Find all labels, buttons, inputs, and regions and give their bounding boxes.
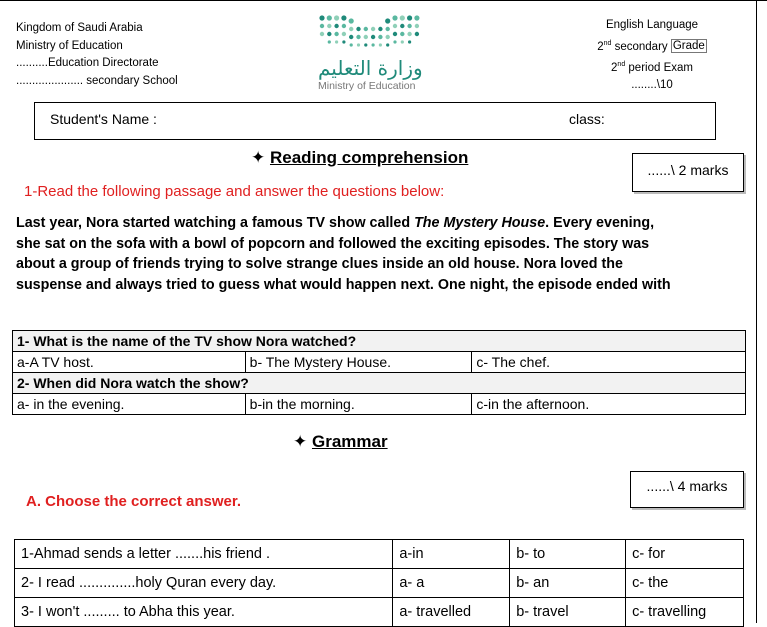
subject-line: English Language bbox=[605, 19, 699, 31]
reading-section-title: ✦ Reading comprehension bbox=[251, 148, 469, 167]
grammar-question-3: 3- I won't ......... to Abha this year. bbox=[15, 598, 393, 627]
grammar-table bbox=[14, 539, 744, 627]
student-name-label: Student's Name : bbox=[50, 111, 157, 127]
grammar-instruction: A. Choose the correct answer. bbox=[26, 493, 242, 510]
option-2c[interactable]: c-in the afternoon. bbox=[472, 394, 746, 415]
option-1a[interactable]: a-A TV host. bbox=[13, 352, 246, 373]
school-line: ..................... secondary School bbox=[16, 74, 178, 87]
passage-line: suspense and always tried to guess what would happen next. One night, the episode ended with bbox=[16, 276, 671, 293]
grammar-row bbox=[15, 598, 744, 627]
student-info-box[interactable] bbox=[34, 102, 716, 140]
ministry-line: Ministry of Education bbox=[16, 39, 123, 52]
question-row bbox=[13, 331, 746, 352]
reading-questions-table bbox=[12, 330, 746, 415]
passage-line: about a group of friends trying to solve strange clues inside an old house. Nora loved the bbox=[16, 256, 623, 272]
options-row bbox=[13, 394, 746, 415]
question-2: 2- When did Nora watch the show? bbox=[13, 373, 746, 394]
grammar-option-3b[interactable]: b- travel bbox=[510, 598, 626, 627]
header-left bbox=[16, 20, 178, 90]
page-right-border bbox=[756, 0, 757, 623]
option-1c[interactable]: c- The chef. bbox=[472, 352, 746, 373]
kingdom-line: Kingdom of Saudi Arabia bbox=[16, 22, 143, 34]
logo-english-text: Ministry of Education bbox=[318, 80, 416, 92]
grammar-row bbox=[15, 540, 744, 569]
grade-line: 2nd secondary Grade bbox=[597, 39, 705, 53]
passage-line: Last year, Nora started watching a famous TV show called The Mystery House. Every evening, bbox=[16, 215, 655, 231]
passage-line: she sat on the sofa with a bowl of popcorn and followed the exciting episodes. The story was bbox=[16, 235, 650, 252]
grammar-option-2b[interactable]: b- an bbox=[510, 569, 626, 598]
header-right bbox=[582, 17, 722, 95]
option-1b[interactable]: b- The Mystery House. bbox=[245, 352, 472, 373]
reading-marks-box: ......\ 2 marks bbox=[632, 153, 744, 192]
reading-passage bbox=[16, 213, 756, 295]
grammar-option-3c[interactable]: c- travelling bbox=[626, 598, 744, 627]
page-top-border bbox=[0, 0, 767, 1]
grammar-marks-box: ......\ 4 marks bbox=[630, 471, 744, 508]
grammar-option-1a[interactable]: a-in bbox=[393, 540, 510, 569]
grammar-option-3a[interactable]: a- travelled bbox=[393, 598, 510, 627]
grammar-option-1c[interactable]: c- for bbox=[626, 540, 744, 569]
grammar-question-1: 1-Ahmad sends a letter .......his friend . bbox=[15, 540, 393, 569]
grammar-question-2: 2- I read ..............holy Quran every day. bbox=[15, 569, 393, 598]
grammar-section-title: ✦ Grammar bbox=[293, 432, 388, 451]
logo-arabic-text: وزارة التعليم bbox=[318, 56, 423, 80]
reading-instruction: 1-Read the following passage and answer the questions below: bbox=[24, 183, 445, 200]
grammar-option-2c[interactable]: c- the bbox=[626, 569, 744, 598]
exam-line: 2nd period Exam bbox=[611, 60, 693, 74]
class-label: class: bbox=[569, 111, 605, 127]
question-1: 1- What is the name of the TV show Nora watched? bbox=[13, 331, 746, 352]
grammar-option-2a[interactable]: a- a bbox=[393, 569, 510, 598]
directorate-line: ..........Education Directorate bbox=[16, 57, 159, 69]
score-line: ........\10 bbox=[631, 79, 673, 92]
option-2b[interactable]: b-in the morning. bbox=[245, 394, 472, 415]
grammar-option-1b[interactable]: b- to bbox=[510, 540, 626, 569]
grammar-row bbox=[15, 569, 744, 598]
star-icon: ✦ bbox=[293, 432, 308, 451]
star-icon: ✦ bbox=[251, 148, 266, 167]
question-row bbox=[13, 373, 746, 394]
option-2a[interactable]: a- in the evening. bbox=[13, 394, 246, 415]
options-row bbox=[13, 352, 746, 373]
